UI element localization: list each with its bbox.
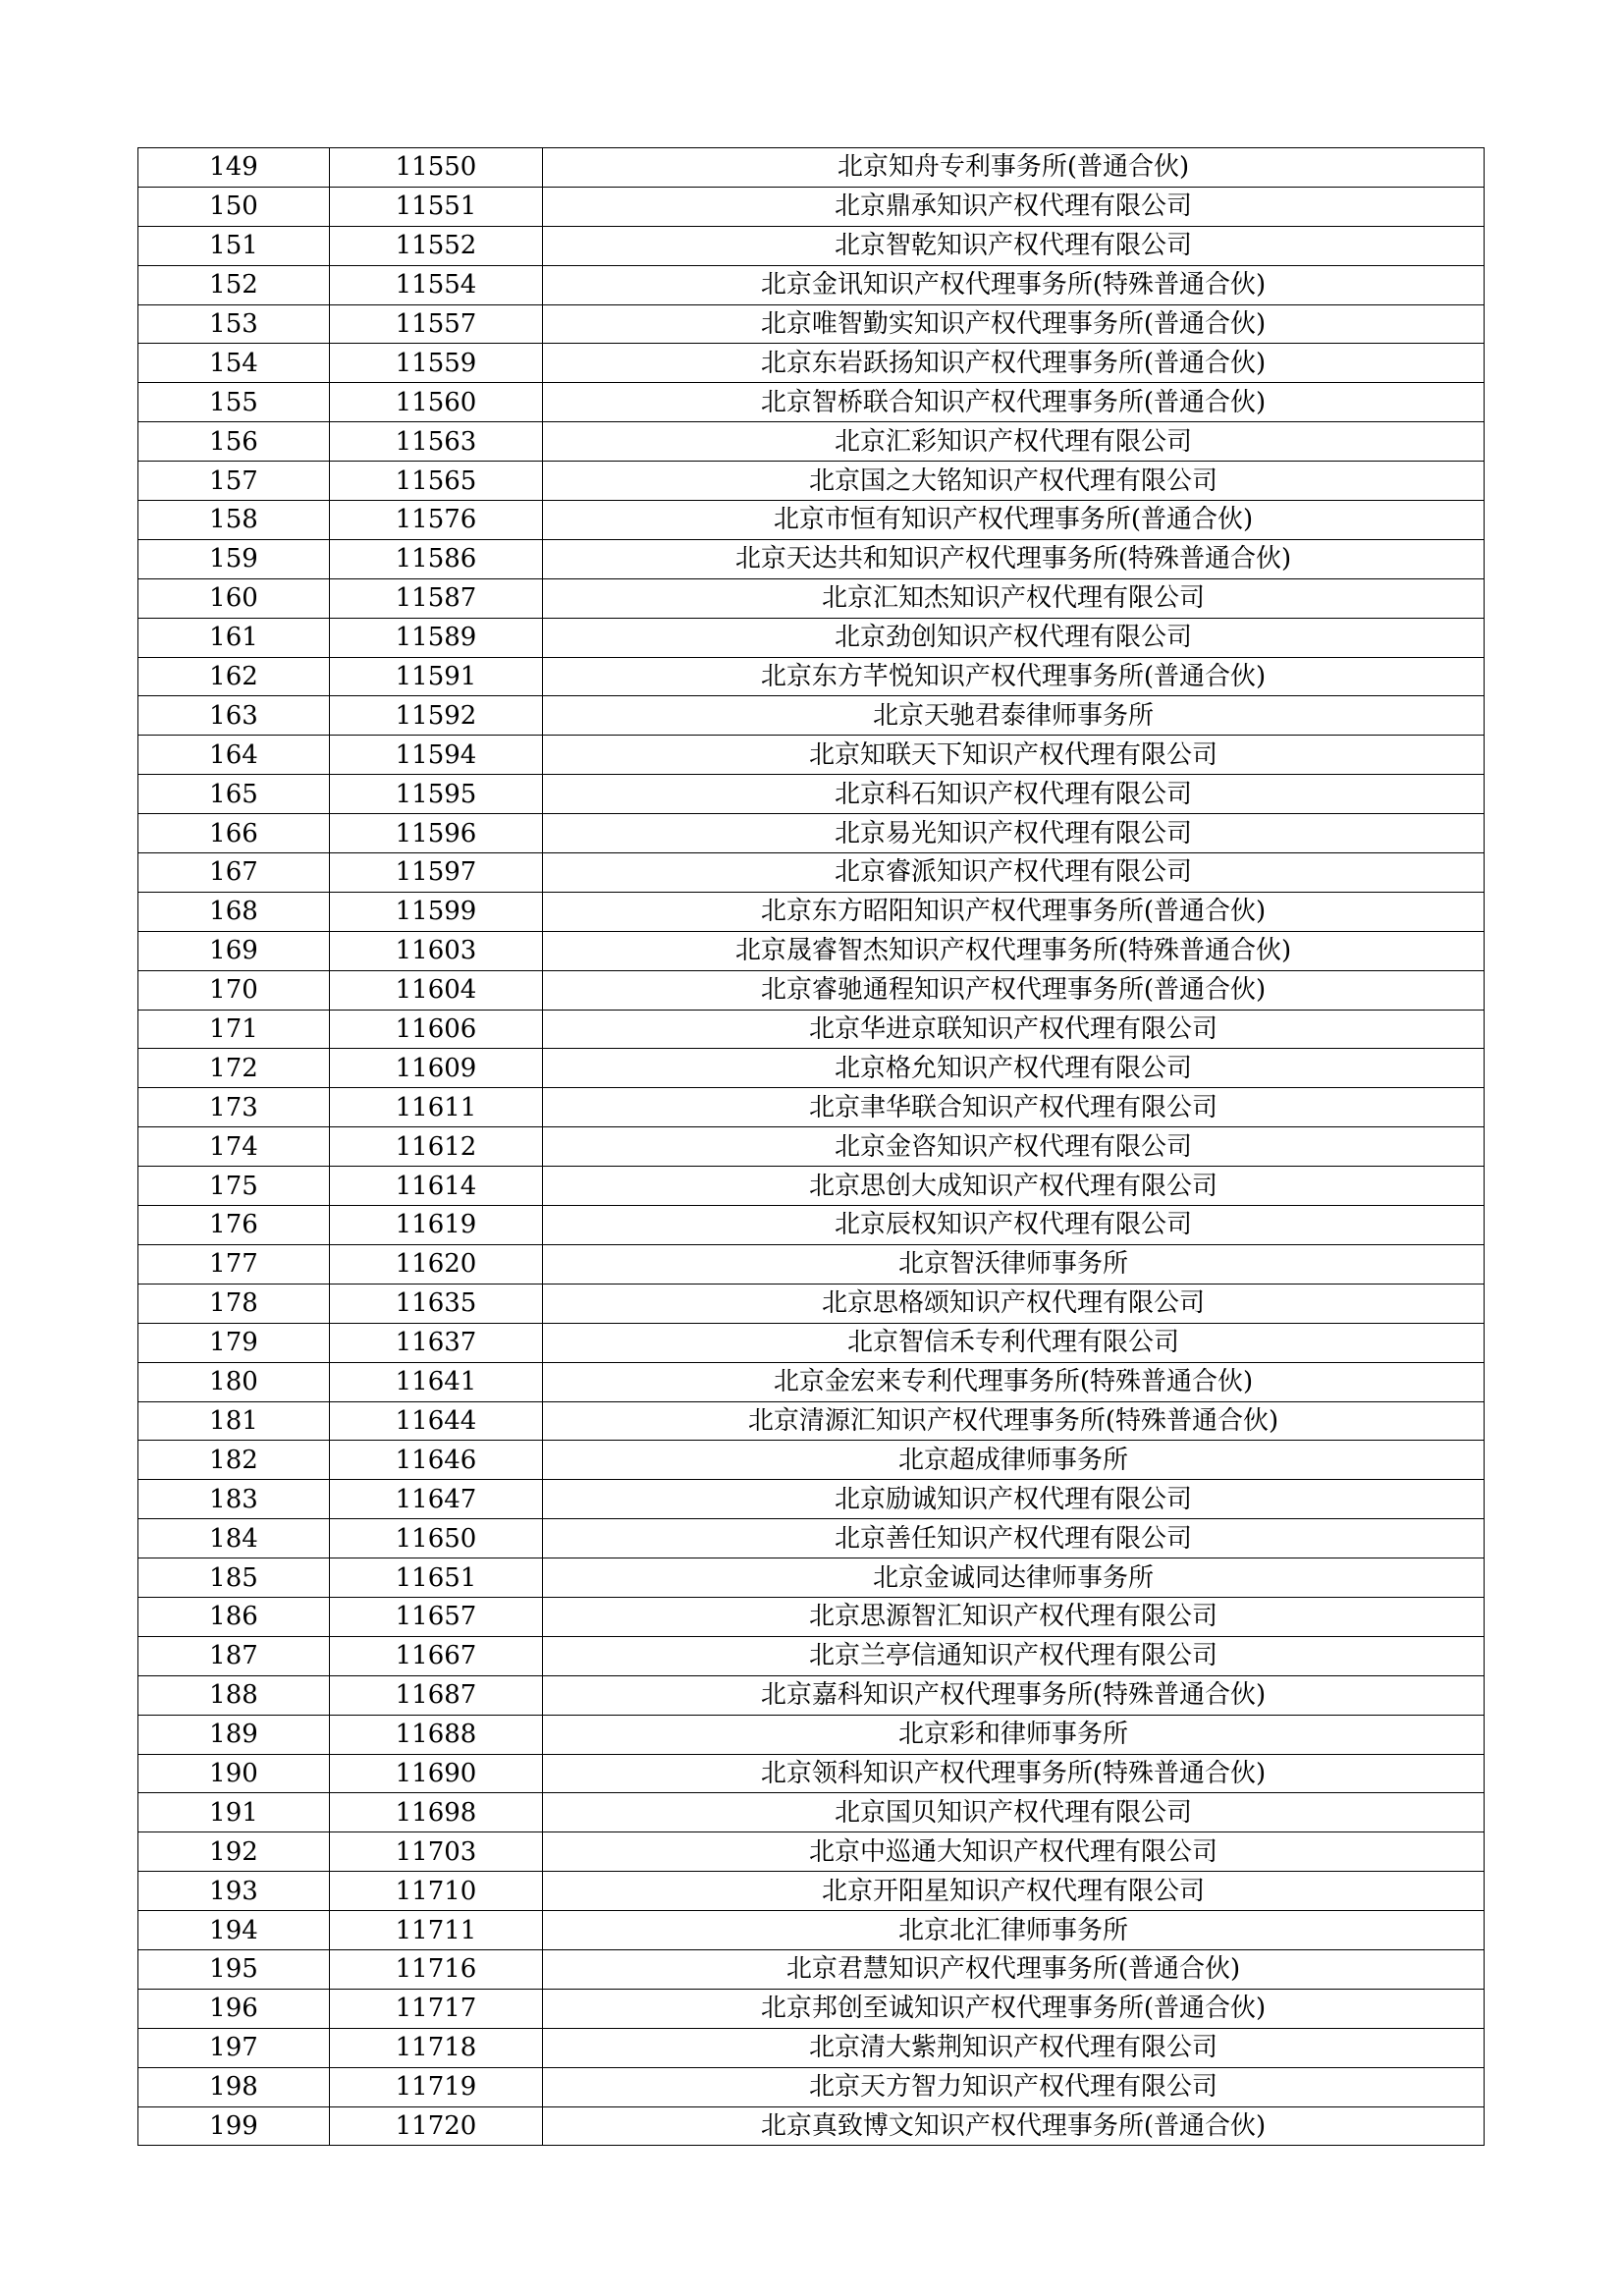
table-row <box>138 1284 1485 1323</box>
agency-code: 11550 <box>330 148 543 188</box>
table-row <box>138 696 1485 736</box>
agency-name: 北京智沃律师事务所 <box>543 1244 1485 1284</box>
agency-code: 11596 <box>330 814 543 853</box>
row-number: 155 <box>138 383 330 422</box>
row-number: 171 <box>138 1010 330 1049</box>
row-number: 167 <box>138 853 330 893</box>
agency-code: 11591 <box>330 657 543 696</box>
agency-name: 北京知舟专利事务所(普通合伙) <box>543 148 1485 188</box>
agency-name: 北京金诚同达律师事务所 <box>543 1558 1485 1598</box>
agency-code: 11606 <box>330 1010 543 1049</box>
agency-name: 北京国贝知识产权代理有限公司 <box>543 1793 1485 1832</box>
agency-name: 北京天达共和知识产权代理事务所(特殊普通合伙) <box>543 539 1485 578</box>
row-number: 157 <box>138 462 330 501</box>
agency-code: 11619 <box>330 1206 543 1245</box>
agency-name: 北京知联天下知识产权代理有限公司 <box>543 736 1485 775</box>
table-row <box>138 1754 1485 1793</box>
row-number: 152 <box>138 265 330 304</box>
agency-code: 11589 <box>330 618 543 657</box>
row-number: 168 <box>138 892 330 931</box>
agency-name: 北京辰权知识产权代理有限公司 <box>543 1206 1485 1245</box>
agency-name: 北京智桥联合知识产权代理事务所(普通合伙) <box>543 383 1485 422</box>
agency-code: 11651 <box>330 1558 543 1598</box>
table-row <box>138 1558 1485 1598</box>
row-number: 190 <box>138 1754 330 1793</box>
table-row <box>138 539 1485 578</box>
agency-name: 北京易光知识产权代理有限公司 <box>543 814 1485 853</box>
table-row <box>138 344 1485 383</box>
agency-code: 11717 <box>330 1989 543 2028</box>
agency-name: 北京思源智汇知识产权代理有限公司 <box>543 1597 1485 1636</box>
row-number: 164 <box>138 736 330 775</box>
row-number: 150 <box>138 187 330 226</box>
agency-name: 北京金讯知识产权代理事务所(特殊普通合伙) <box>543 265 1485 304</box>
table-row <box>138 148 1485 188</box>
row-number: 199 <box>138 2106 330 2146</box>
table-row <box>138 657 1485 696</box>
table-row <box>138 2106 1485 2146</box>
row-number: 188 <box>138 1675 330 1715</box>
row-number: 176 <box>138 1206 330 1245</box>
agency-table <box>137 147 1485 2146</box>
row-number: 165 <box>138 775 330 814</box>
agency-code: 11647 <box>330 1480 543 1519</box>
agency-code: 11698 <box>330 1793 543 1832</box>
table-row <box>138 618 1485 657</box>
agency-code: 11614 <box>330 1167 543 1206</box>
agency-code: 11646 <box>330 1441 543 1480</box>
agency-name: 北京励诚知识产权代理有限公司 <box>543 1480 1485 1519</box>
row-number: 187 <box>138 1636 330 1675</box>
agency-name: 北京市恒有知识产权代理事务所(普通合伙) <box>543 501 1485 540</box>
row-number: 192 <box>138 1832 330 1872</box>
table-row <box>138 1519 1485 1558</box>
agency-name: 北京真致博文知识产权代理事务所(普通合伙) <box>543 2106 1485 2146</box>
agency-code: 11716 <box>330 1949 543 1989</box>
table-row <box>138 304 1485 344</box>
row-number: 177 <box>138 1244 330 1284</box>
agency-name: 北京天方智力知识产权代理有限公司 <box>543 2067 1485 2106</box>
agency-name: 北京彩和律师事务所 <box>543 1715 1485 1754</box>
agency-code: 11594 <box>330 736 543 775</box>
row-number: 154 <box>138 344 330 383</box>
row-number: 197 <box>138 2028 330 2067</box>
agency-code: 11599 <box>330 892 543 931</box>
table-row <box>138 1480 1485 1519</box>
table-row <box>138 462 1485 501</box>
row-number: 173 <box>138 1088 330 1127</box>
agency-name: 北京科石知识产权代理有限公司 <box>543 775 1485 814</box>
row-number: 191 <box>138 1793 330 1832</box>
table-row <box>138 2067 1485 2106</box>
agency-name: 北京思创大成知识产权代理有限公司 <box>543 1167 1485 1206</box>
agency-name: 北京华进京联知识产权代理有限公司 <box>543 1010 1485 1049</box>
row-number: 179 <box>138 1323 330 1362</box>
agency-code: 11637 <box>330 1323 543 1362</box>
agency-code: 11560 <box>330 383 543 422</box>
row-number: 196 <box>138 1989 330 2028</box>
table-row <box>138 1401 1485 1441</box>
table-row <box>138 1949 1485 1989</box>
row-number: 172 <box>138 1049 330 1088</box>
agency-code: 11557 <box>330 304 543 344</box>
table-row <box>138 1010 1485 1049</box>
row-number: 169 <box>138 931 330 970</box>
agency-name: 北京东方昭阳知识产权代理事务所(普通合伙) <box>543 892 1485 931</box>
row-number: 170 <box>138 970 330 1010</box>
row-number: 198 <box>138 2067 330 2106</box>
agency-name: 北京天驰君泰律师事务所 <box>543 696 1485 736</box>
row-number: 159 <box>138 539 330 578</box>
table-row <box>138 736 1485 775</box>
table-row <box>138 1636 1485 1675</box>
agency-name: 北京金宏来专利代理事务所(特殊普通合伙) <box>543 1362 1485 1401</box>
row-number: 189 <box>138 1715 330 1754</box>
agency-name: 北京智乾知识产权代理有限公司 <box>543 226 1485 265</box>
row-number: 153 <box>138 304 330 344</box>
table-row <box>138 1244 1485 1284</box>
row-number: 158 <box>138 501 330 540</box>
row-number: 186 <box>138 1597 330 1636</box>
row-number: 156 <box>138 422 330 462</box>
row-number: 178 <box>138 1284 330 1323</box>
table-row <box>138 1793 1485 1832</box>
table-row <box>138 578 1485 618</box>
table-row <box>138 1049 1485 1088</box>
agency-code: 11612 <box>330 1127 543 1167</box>
agency-name: 北京善任知识产权代理有限公司 <box>543 1519 1485 1558</box>
agency-name: 北京智信禾专利代理有限公司 <box>543 1323 1485 1362</box>
table-row <box>138 1597 1485 1636</box>
row-number: 195 <box>138 1949 330 1989</box>
agency-code: 11690 <box>330 1754 543 1793</box>
agency-name: 北京中巡通大知识产权代理有限公司 <box>543 1832 1485 1872</box>
agency-name: 北京东方芊悦知识产权代理事务所(普通合伙) <box>543 657 1485 696</box>
table-row <box>138 775 1485 814</box>
agency-name: 北京格允知识产权代理有限公司 <box>543 1049 1485 1088</box>
agency-code: 11592 <box>330 696 543 736</box>
table-row <box>138 931 1485 970</box>
agency-code: 11718 <box>330 2028 543 2067</box>
table-row <box>138 1206 1485 1245</box>
agency-code: 11563 <box>330 422 543 462</box>
agency-name: 北京开阳星知识产权代理有限公司 <box>543 1872 1485 1911</box>
row-number: 184 <box>138 1519 330 1558</box>
row-number: 151 <box>138 226 330 265</box>
agency-code: 11551 <box>330 187 543 226</box>
agency-code: 11703 <box>330 1832 543 1872</box>
row-number: 185 <box>138 1558 330 1598</box>
table-row <box>138 1832 1485 1872</box>
agency-code: 11576 <box>330 501 543 540</box>
row-number: 166 <box>138 814 330 853</box>
table-body <box>138 148 1485 2146</box>
agency-name: 北京君慧知识产权代理事务所(普通合伙) <box>543 1949 1485 1989</box>
agency-name: 北京邦创至诚知识产权代理事务所(普通合伙) <box>543 1989 1485 2028</box>
table-row <box>138 1911 1485 1950</box>
agency-code: 11586 <box>330 539 543 578</box>
table-row <box>138 1715 1485 1754</box>
agency-name: 北京国之大铭知识产权代理有限公司 <box>543 462 1485 501</box>
agency-name: 北京聿华联合知识产权代理有限公司 <box>543 1088 1485 1127</box>
agency-name: 北京清大紫荆知识产权代理有限公司 <box>543 2028 1485 2067</box>
agency-code: 11554 <box>330 265 543 304</box>
agency-name: 北京金咨知识产权代理有限公司 <box>543 1127 1485 1167</box>
agency-name: 北京嘉科知识产权代理事务所(特殊普通合伙) <box>543 1675 1485 1715</box>
agency-code: 11687 <box>330 1675 543 1715</box>
table-row <box>138 1088 1485 1127</box>
agency-name: 北京劲创知识产权代理有限公司 <box>543 618 1485 657</box>
agency-code: 11603 <box>330 931 543 970</box>
agency-code: 11595 <box>330 775 543 814</box>
row-number: 194 <box>138 1911 330 1950</box>
table-row <box>138 1167 1485 1206</box>
table-row <box>138 1323 1485 1362</box>
agency-code: 11719 <box>330 2067 543 2106</box>
agency-name: 北京唯智勤实知识产权代理事务所(普通合伙) <box>543 304 1485 344</box>
table-row <box>138 1989 1485 2028</box>
agency-code: 11604 <box>330 970 543 1010</box>
row-number: 182 <box>138 1441 330 1480</box>
table-row <box>138 970 1485 1010</box>
agency-name: 北京北汇律师事务所 <box>543 1911 1485 1950</box>
table-row <box>138 1127 1485 1167</box>
row-number: 160 <box>138 578 330 618</box>
agency-code: 11650 <box>330 1519 543 1558</box>
agency-code: 11711 <box>330 1911 543 1950</box>
row-number: 161 <box>138 618 330 657</box>
row-number: 163 <box>138 696 330 736</box>
agency-code: 11635 <box>330 1284 543 1323</box>
agency-name: 北京鼎承知识产权代理有限公司 <box>543 187 1485 226</box>
table-row <box>138 814 1485 853</box>
agency-code: 11710 <box>330 1872 543 1911</box>
row-number: 180 <box>138 1362 330 1401</box>
agency-name: 北京超成律师事务所 <box>543 1441 1485 1480</box>
table-row <box>138 853 1485 893</box>
agency-name: 北京清源汇知识产权代理事务所(特殊普通合伙) <box>543 1401 1485 1441</box>
agency-code: 11565 <box>330 462 543 501</box>
agency-name: 北京兰亭信通知识产权代理有限公司 <box>543 1636 1485 1675</box>
agency-code: 11597 <box>330 853 543 893</box>
agency-code: 11620 <box>330 1244 543 1284</box>
row-number: 149 <box>138 148 330 188</box>
table-row <box>138 892 1485 931</box>
table-row <box>138 1675 1485 1715</box>
agency-name: 北京睿派知识产权代理有限公司 <box>543 853 1485 893</box>
table-row <box>138 226 1485 265</box>
row-number: 175 <box>138 1167 330 1206</box>
row-number: 183 <box>138 1480 330 1519</box>
agency-name: 北京思格颂知识产权代理有限公司 <box>543 1284 1485 1323</box>
table-row <box>138 422 1485 462</box>
agency-code: 11559 <box>330 344 543 383</box>
agency-code: 11657 <box>330 1597 543 1636</box>
row-number: 193 <box>138 1872 330 1911</box>
agency-code: 11641 <box>330 1362 543 1401</box>
row-number: 162 <box>138 657 330 696</box>
agency-name: 北京睿驰通程知识产权代理事务所(普通合伙) <box>543 970 1485 1010</box>
agency-name: 北京汇彩知识产权代理有限公司 <box>543 422 1485 462</box>
table-row <box>138 1872 1485 1911</box>
agency-code: 11644 <box>330 1401 543 1441</box>
agency-code: 11552 <box>330 226 543 265</box>
row-number: 174 <box>138 1127 330 1167</box>
agency-code: 11587 <box>330 578 543 618</box>
agency-code: 11688 <box>330 1715 543 1754</box>
agency-name: 北京东岩跃扬知识产权代理事务所(普通合伙) <box>543 344 1485 383</box>
agency-name: 北京汇知杰知识产权代理有限公司 <box>543 578 1485 618</box>
agency-code: 11609 <box>330 1049 543 1088</box>
agency-name: 北京领科知识产权代理事务所(特殊普通合伙) <box>543 1754 1485 1793</box>
row-number: 181 <box>138 1401 330 1441</box>
table-row <box>138 1362 1485 1401</box>
table-row <box>138 1441 1485 1480</box>
table-row <box>138 383 1485 422</box>
agency-code: 11611 <box>330 1088 543 1127</box>
table-row <box>138 187 1485 226</box>
table-row <box>138 501 1485 540</box>
agency-code: 11720 <box>330 2106 543 2146</box>
table-row <box>138 265 1485 304</box>
table-row <box>138 2028 1485 2067</box>
agency-name: 北京晟睿智杰知识产权代理事务所(特殊普通合伙) <box>543 931 1485 970</box>
agency-code: 11667 <box>330 1636 543 1675</box>
